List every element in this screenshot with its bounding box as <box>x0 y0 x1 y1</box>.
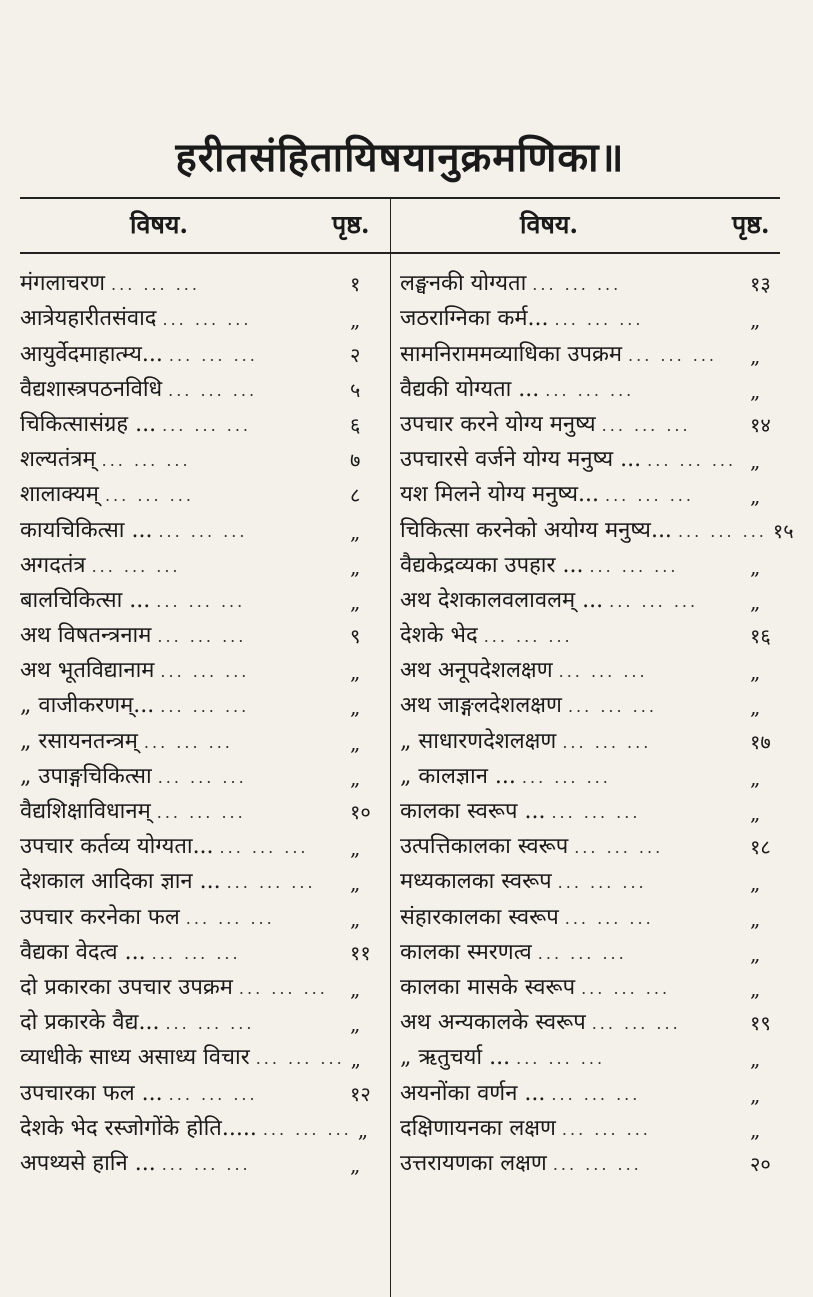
right-page-header: पृष्ठ. <box>732 210 770 239</box>
index-row <box>400 860 790 895</box>
entry-page: „ <box>750 765 761 790</box>
entry-page: „ <box>750 801 761 825</box>
entry-page: „ <box>750 378 761 403</box>
index-row <box>400 332 790 367</box>
index-row <box>400 262 790 297</box>
leader-dots: ... ... ... <box>160 697 250 717</box>
entry-page: „ <box>350 695 361 720</box>
entry-subject: मंगलाचरण <box>20 271 106 297</box>
entry-subject: अथ अनूपदेशलक्षण <box>400 658 553 684</box>
index-row <box>20 860 390 895</box>
entry-page: „ <box>350 519 361 544</box>
leader-dots: ... ... ... <box>255 1049 345 1069</box>
entry-page: २० <box>750 1151 771 1176</box>
entry-page: ११ <box>350 940 371 965</box>
leader-dots: ... ... ... <box>574 838 664 858</box>
leader-dots: ... ... ... <box>160 662 250 682</box>
index-row <box>20 1071 390 1106</box>
index-row <box>400 895 790 930</box>
left-subject-header: विषय. <box>130 210 189 239</box>
index-row <box>20 1036 390 1071</box>
entry-subject: उपचारसे वर्जने योग्य मनुष्य ... <box>400 447 642 473</box>
entry-subject: चिकित्सा करनेको अयोग्य मनुष्य... <box>400 517 672 543</box>
index-row <box>20 931 390 966</box>
page-title: हरीतसंहितायिषयानुक्रमणिका॥ <box>175 134 625 181</box>
leader-dots: ... ... ... <box>628 345 717 365</box>
leader-dots: ... ... ... <box>516 1049 606 1069</box>
entry-subject: जठराग्निका कर्म... <box>400 306 549 332</box>
leader-dots: ... ... ... <box>91 556 181 576</box>
entry-page: „ <box>750 484 761 509</box>
index-row <box>400 438 790 473</box>
entry-subject: अथ विषतन्त्रनाम <box>20 623 152 649</box>
entry-page: „ <box>350 1047 362 1072</box>
index-row <box>20 719 390 754</box>
header-rule <box>20 252 780 254</box>
index-row <box>400 368 790 403</box>
entry-subject: उपचार करनेका फल <box>20 904 180 930</box>
leader-dots: ... ... ... <box>551 1084 641 1104</box>
entry-page: १६ <box>750 624 771 649</box>
entry-subject: अथ भूतविद्यानाम <box>20 658 155 684</box>
leader-dots: ... ... ... <box>111 275 200 295</box>
leader-dots: ... ... ... <box>238 978 328 998</box>
index-row <box>20 790 390 825</box>
entry-page: „ <box>750 308 761 333</box>
entry-subject: उपचार कर्तव्य योग्यता... <box>20 834 214 860</box>
index-row <box>400 579 790 614</box>
entry-subject: लङ्घनकी योग्यता <box>400 271 527 297</box>
leader-dots: ... ... ... <box>562 732 652 752</box>
entry-subject: कायचिकित्सा ... <box>20 517 153 543</box>
index-row <box>400 825 790 860</box>
index-row <box>400 931 790 966</box>
leader-dots: ... ... ... <box>162 415 252 435</box>
leader-dots: ... ... ... <box>558 662 648 682</box>
leader-dots: ... ... ... <box>262 1119 352 1139</box>
entry-page: „ <box>750 871 761 896</box>
entry-page: „ <box>750 449 761 474</box>
index-row <box>20 895 390 930</box>
entry-subject: व्याधीके साध्य असाध्य विचार <box>20 1045 250 1071</box>
entry-page: ९ <box>350 624 361 649</box>
leader-dots: ... ... ... <box>157 627 247 647</box>
index-row <box>400 1036 790 1071</box>
index-row <box>20 966 390 1001</box>
entry-subject: संहारकालका स्वरूप <box>400 904 559 930</box>
entry-page: १४ <box>750 412 771 437</box>
leader-dots: ... ... ... <box>647 451 737 471</box>
entry-subject: वैद्यका वेदत्व ... <box>20 939 146 965</box>
index-row <box>20 614 390 649</box>
leader-dots: ... ... ... <box>601 415 691 435</box>
entry-page: „ <box>750 941 761 966</box>
index-row <box>20 1107 390 1142</box>
entry-subject: उपचार करने योग्य मनुष्य <box>400 411 596 437</box>
entry-subject: „ ऋतुचर्या ... <box>400 1045 511 1071</box>
leader-dots: ... ... ... <box>151 943 241 963</box>
entry-subject: बालचिकित्सा ... <box>20 587 151 613</box>
entry-subject: यश मिलने योग्य मनुष्य... <box>400 482 599 508</box>
entry-page: „ <box>750 1047 761 1072</box>
leader-dots: ... ... ... <box>156 803 246 822</box>
leader-dots: ... ... ... <box>537 943 627 963</box>
entry-page: २ <box>350 342 361 367</box>
index-row <box>400 297 790 332</box>
index-row <box>20 544 390 579</box>
entry-subject: अथ अन्यकालके स्वरूप <box>400 1010 586 1036</box>
leader-dots: ... ... ... <box>185 908 275 928</box>
entry-subject: देशके भेद <box>400 623 478 649</box>
leader-dots: ... ... ... <box>561 1119 651 1139</box>
entry-subject: वैद्यशास्त्रपठनविधि <box>20 376 163 402</box>
entry-page: „ <box>750 554 761 579</box>
index-row <box>400 473 790 508</box>
leader-dots: ... ... ... <box>545 380 635 400</box>
entry-subject: दक्षिणायनका लक्षण <box>400 1115 556 1141</box>
entry-subject: देशकाल आदिका ज्ञान ... <box>20 869 221 895</box>
index-row <box>400 1107 790 1142</box>
leader-dots: ... ... ... <box>581 978 671 998</box>
entry-page: १० <box>350 800 371 824</box>
index-row <box>20 403 390 438</box>
index-row <box>20 1001 390 1036</box>
entry-page: १ <box>350 272 361 297</box>
leader-dots: ... ... ... <box>219 838 309 858</box>
entry-subject: उत्पत्तिकालका स्वरूप <box>400 834 569 860</box>
index-row <box>20 508 390 543</box>
index-row <box>400 1001 790 1036</box>
index-row <box>20 755 390 790</box>
entry-page: १२ <box>350 1081 371 1106</box>
leader-dots: ... ... ... <box>226 873 316 893</box>
index-row <box>20 649 390 684</box>
entry-subject: मध्यकालका स्वरूप <box>400 869 552 895</box>
leader-dots: ... ... ... <box>564 908 654 928</box>
leader-dots: ... ... ... <box>483 627 573 647</box>
entry-subject: उत्तरायणका लक्षण <box>400 1150 547 1176</box>
entry-subject: अगदतंत्र <box>20 552 86 578</box>
leader-dots: ... ... ... <box>609 591 699 611</box>
entry-page: „ <box>350 554 361 579</box>
index-row <box>400 614 790 649</box>
entry-page: „ <box>750 695 761 720</box>
index-row <box>400 1142 790 1177</box>
entry-subject: सामनिराममव्याधिका उपक्रम <box>400 341 623 367</box>
entry-page: १८ <box>750 835 771 860</box>
entry-subject: वैद्यकी योग्यता ... <box>400 376 540 402</box>
index-row <box>20 1142 390 1177</box>
entry-subject: वैद्यकेद्रव्यका उपहार ... <box>400 552 584 578</box>
leader-dots: ... ... ... <box>168 380 258 400</box>
leader-dots: ... ... ... <box>104 486 194 506</box>
entry-subject: „ कालज्ञान ... <box>400 763 516 789</box>
entry-page: „ <box>350 730 361 755</box>
entry-page: १५ <box>772 518 794 543</box>
index-row <box>400 403 790 438</box>
entry-subject: वैद्यशिक्षाविधानम् <box>20 799 151 824</box>
entry-page: „ <box>350 906 361 931</box>
index-row <box>20 332 390 367</box>
index-row <box>20 825 390 860</box>
entry-subject: „ उपाङ्गचिकित्सा <box>20 763 152 789</box>
index-row <box>20 579 390 614</box>
entry-page: ८ <box>350 483 361 508</box>
index-row <box>400 684 790 719</box>
index-row <box>20 438 390 473</box>
entry-subject: शल्यतंत्रम् <box>20 447 96 473</box>
leader-dots: ... ... ... <box>554 310 644 330</box>
entry-subject: कालका स्वरूप ... <box>400 799 546 824</box>
entry-subject: अपथ्यसे हानि ... <box>20 1150 156 1176</box>
index-row <box>400 790 790 825</box>
entry-page: „ <box>350 308 361 333</box>
leader-dots: ... ... ... <box>143 732 233 752</box>
entry-page: „ <box>350 976 361 1001</box>
entry-page: १७ <box>750 729 771 754</box>
leader-dots: ... ... ... <box>162 310 252 330</box>
index-row <box>20 297 390 332</box>
index-row <box>20 684 390 719</box>
leader-dots: ... ... ... <box>161 1154 251 1174</box>
entry-subject: आयुर्वेदमाहात्म्य... <box>20 341 163 367</box>
entry-page: „ <box>750 1082 761 1107</box>
leader-dots: ... ... ... <box>165 1014 255 1034</box>
leader-dots: ... ... ... <box>157 767 247 787</box>
entry-page: „ <box>350 871 361 896</box>
entry-page: ५ <box>350 377 361 402</box>
right-subject-header: विषय. <box>520 210 579 239</box>
entry-page: „ <box>350 836 361 861</box>
entry-subject: चिकित्सासंग्रह ... <box>20 411 157 437</box>
right-index-column <box>400 262 794 1177</box>
entry-subject: कालका स्मरणत्व <box>400 939 532 965</box>
entry-page: „ <box>750 906 761 931</box>
index-row <box>400 544 790 579</box>
index-row <box>20 368 390 403</box>
entry-page: ६ <box>350 412 361 437</box>
leader-dots: ... ... ... <box>589 556 679 576</box>
top-rule <box>20 197 780 199</box>
entry-page: „ <box>350 1012 361 1037</box>
entry-page: „ <box>750 976 761 1001</box>
entry-page: „ <box>750 589 761 614</box>
entry-page: १९ <box>750 1011 771 1036</box>
index-row <box>400 649 790 684</box>
index-row <box>20 262 390 297</box>
entry-page: „ <box>350 589 361 614</box>
leader-dots: ... ... ... <box>158 521 248 541</box>
entry-subject: आत्रेयहारीतसंवाद <box>20 306 157 332</box>
entry-subject: कालका मासके स्वरूप <box>400 974 576 1000</box>
leader-dots: ... ... ... <box>521 767 611 787</box>
leader-dots: ... ... ... <box>168 345 258 365</box>
leader-dots: ... ... ... <box>156 591 246 611</box>
entry-page: „ <box>350 1152 361 1177</box>
entry-page: „ <box>350 765 361 790</box>
leader-dots: ... ... ... <box>101 451 191 471</box>
leader-dots: ... ... ... <box>567 697 657 717</box>
left-page-header: पृष्ठ. <box>332 210 370 239</box>
index-row <box>20 473 390 508</box>
entry-page: „ <box>357 1117 369 1142</box>
leader-dots: ... ... ... <box>605 486 694 506</box>
entry-subject: अथ देशकालवलावलम् ... <box>400 587 604 613</box>
left-index-column <box>20 262 390 1177</box>
entry-subject: „ साधारणदेशलक्षण <box>400 728 557 754</box>
index-row <box>400 719 790 754</box>
entry-page: „ <box>750 1117 761 1142</box>
entry-page: „ <box>750 660 761 685</box>
entry-subject: देशके भेद रस्जोगोंके होति..... <box>20 1115 257 1141</box>
entry-subject: अयनोंका वर्णन ... <box>400 1080 546 1106</box>
leader-dots: ... ... ... <box>557 873 647 893</box>
index-row <box>400 508 794 543</box>
entry-subject: दो प्रकारके वैद्य... <box>20 1010 160 1036</box>
index-row <box>400 755 790 790</box>
leader-dots: ... ... ... <box>551 803 641 822</box>
entry-subject: „ रसायनतन्त्रम् <box>20 728 138 754</box>
index-row <box>400 966 790 1001</box>
index-row <box>400 1071 790 1106</box>
entry-page: १३ <box>750 272 771 297</box>
leader-dots: ... ... ... <box>591 1014 681 1034</box>
entry-subject: अथ जाङ्गलदेशलक्षण <box>400 693 562 719</box>
leader-dots: ... ... ... <box>552 1154 642 1174</box>
entry-subject: „ वाजीकरणम्... <box>20 693 155 719</box>
leader-dots: ... ... ... <box>677 521 767 541</box>
entry-page: ७ <box>350 448 361 473</box>
entry-page: „ <box>750 343 761 368</box>
entry-subject: उपचारका फल ... <box>20 1080 163 1106</box>
entry-subject: दो प्रकारका उपचार उपक्रम <box>20 974 233 1000</box>
leader-dots: ... ... ... <box>168 1084 258 1104</box>
entry-page: „ <box>350 660 361 685</box>
entry-subject: शालाक्यम् <box>20 482 99 508</box>
leader-dots: ... ... ... <box>532 275 622 295</box>
